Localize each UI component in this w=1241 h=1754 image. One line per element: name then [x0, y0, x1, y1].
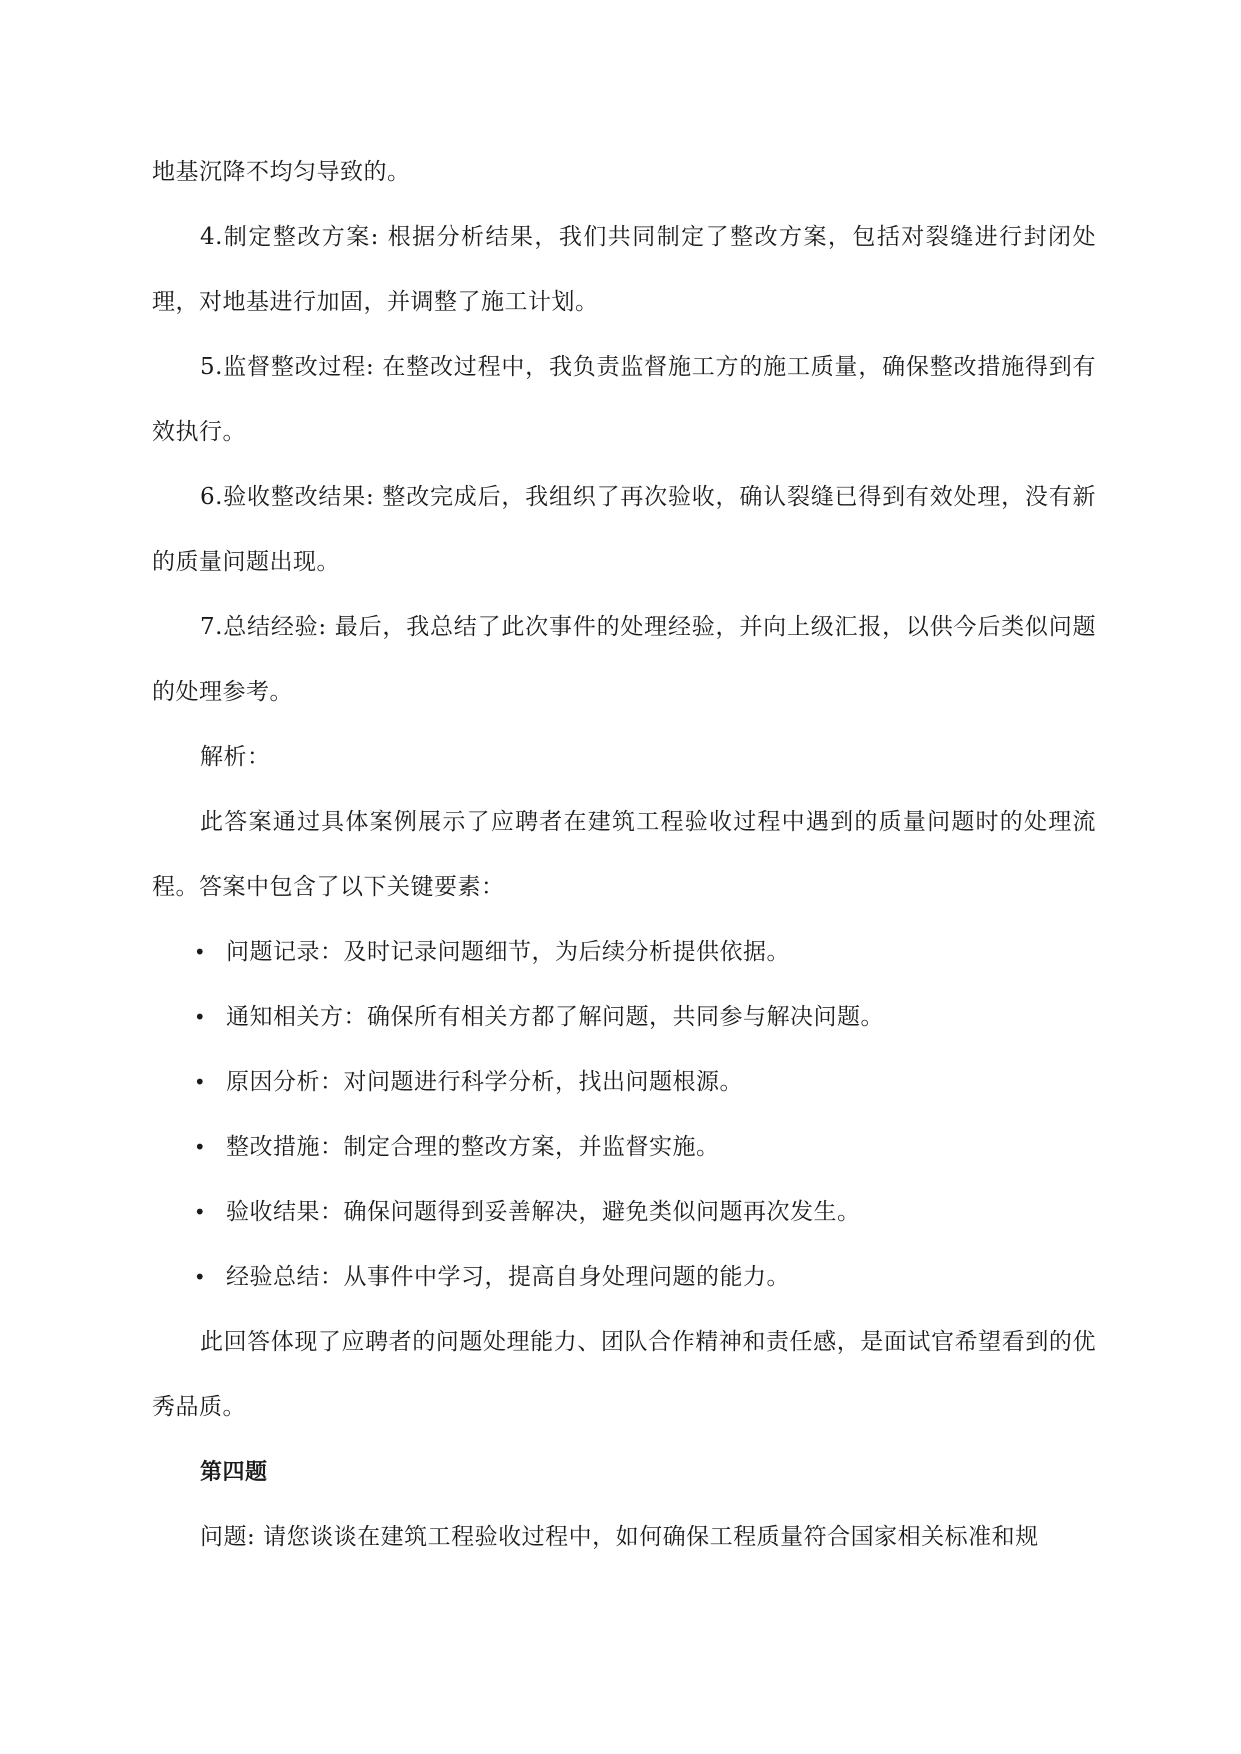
step-6-label: 6.验收整改结果: [200, 484, 375, 510]
list-item [152, 985, 1096, 1050]
step-7-paragraph [152, 595, 1096, 725]
list-item-text: 验收结果：确保问题得到妥善解决，避免类似问题再次发生。 [226, 1199, 861, 1225]
question-text: 请您谈谈在建筑工程验收过程中，如何确保工程质量符合国家相关标准和规 [263, 1524, 1039, 1550]
analysis-label: 解析： [200, 744, 271, 770]
list-item-text: 原因分析：对问题进行科学分析，找出问题根源。 [226, 1069, 743, 1095]
list-item-text: 经验总结：从事件中学习，提高自身处理问题的能力。 [226, 1264, 790, 1290]
bullet-icon: • [193, 1005, 207, 1029]
step-5-text: 在整改过程中，我负责监督施工方的施工质量，确保整改措施得到有效执行。 [152, 354, 1096, 445]
continued-paragraph: 地基沉降不均匀导致的。 [152, 159, 411, 185]
question-label: 问题: [200, 1524, 256, 1550]
step-4-label: 4.制定整改方案: [200, 224, 379, 250]
bullet-icon: • [193, 1200, 207, 1224]
list-item [152, 1180, 1096, 1245]
bullet-icon: • [193, 1135, 207, 1159]
list-item-text: 问题记录：及时记录问题细节，为后续分析提供依据。 [226, 939, 790, 965]
step-4-paragraph [152, 205, 1096, 335]
step-4-text: 根据分析结果，我们共同制定了整改方案，包括对裂缝进行封闭处理，对地基进行加固，并调整了施工计划。 [152, 224, 1097, 315]
document-body [152, 140, 1096, 1570]
bullet-icon: • [193, 1265, 207, 1289]
step-7-text: 最后，我总结了此次事件的处理经验，并向上级汇报，以供今后类似问题的处理参考。 [152, 614, 1096, 705]
step-5-label: 5.监督整改过程: [200, 354, 375, 380]
bullet-icon: • [193, 1070, 207, 1094]
conclusion-paragraph: 此回答体现了应聘者的问题处理能力、团队合作精神和责任感，是面试官希望看到的优秀品质。 [152, 1329, 1096, 1420]
step-7-label: 7.总结经验: [200, 614, 327, 640]
list-item [152, 920, 1096, 985]
question-paragraph [152, 1505, 1096, 1570]
list-item [152, 1245, 1096, 1310]
analysis-intro: 此答案通过具体案例展示了应聘者在建筑工程验收过程中遇到的质量问题时的处理流程。答案中包含了以下关键要素： [152, 809, 1096, 900]
list-item [152, 1050, 1096, 1115]
step-6-paragraph [152, 465, 1096, 595]
list-item-text: 通知相关方：确保所有相关方都了解问题，共同参与解决问题。 [226, 1004, 884, 1030]
list-item [152, 1115, 1096, 1180]
key-elements-list [152, 920, 1096, 1310]
step-6-text: 整改完成后，我组织了再次验收，确认裂缝已得到有效处理，没有新的质量问题出现。 [152, 484, 1096, 575]
section-heading: 第四题 [200, 1460, 268, 1485]
list-item-text: 整改措施：制定合理的整改方案，并监督实施。 [226, 1134, 720, 1160]
bullet-icon: • [193, 940, 207, 964]
step-5-paragraph [152, 335, 1096, 465]
